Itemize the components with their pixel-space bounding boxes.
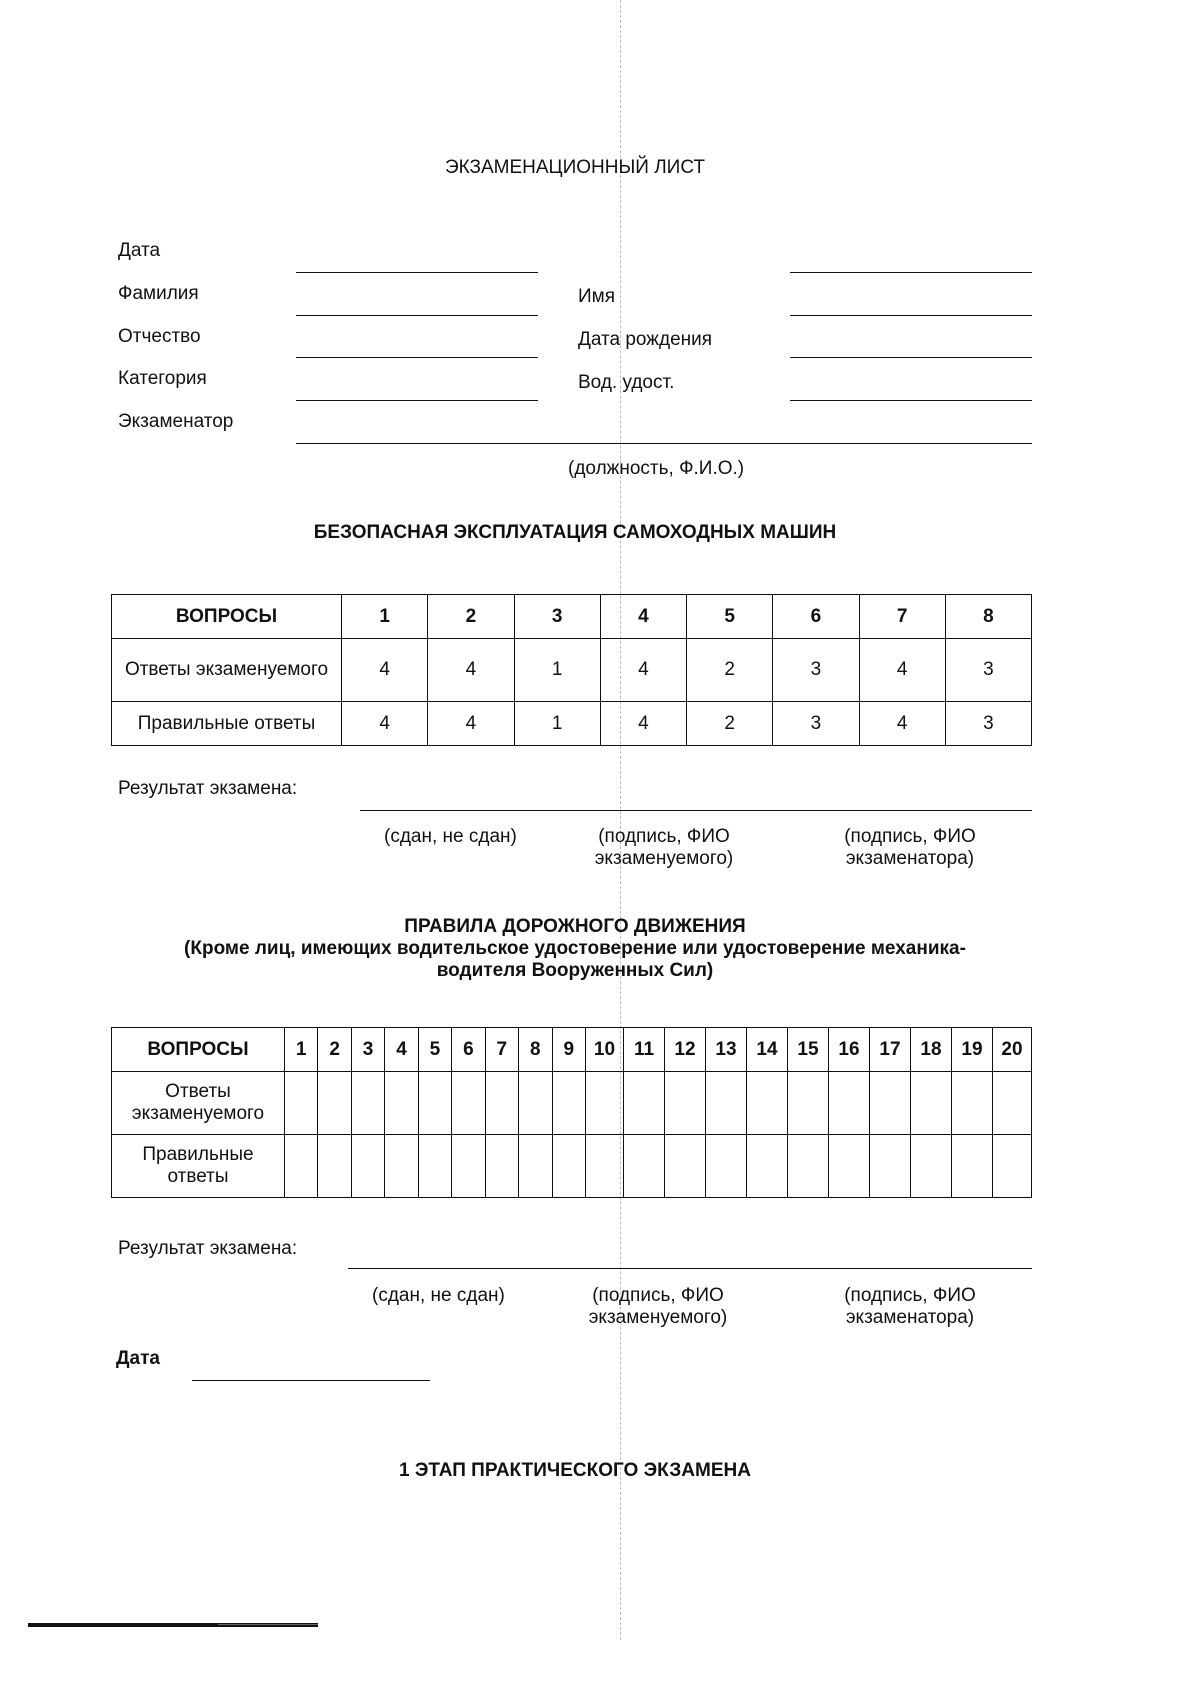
questions-header: ВОПРОСЫ [112, 1028, 285, 1072]
page-fold-line [620, 0, 621, 1640]
correct-answer-cell[interactable]: 4 [600, 702, 686, 746]
answer-cell[interactable] [385, 1072, 418, 1135]
correct-answer-cell[interactable] [952, 1135, 993, 1198]
answer-cell[interactable] [351, 1072, 384, 1135]
answer-cell[interactable] [586, 1072, 624, 1135]
examiner-input-line[interactable] [296, 443, 1032, 444]
correct-answer-cell[interactable] [351, 1135, 384, 1198]
question-number: 1 [285, 1028, 318, 1072]
examinee-answers-row [112, 639, 1032, 702]
date-input-line[interactable] [296, 272, 538, 273]
question-number: 13 [706, 1028, 747, 1072]
correct-answer-cell[interactable]: 2 [687, 702, 773, 746]
surname-label: Фамилия [118, 283, 199, 304]
question-number: 3 [514, 595, 600, 639]
section1-title: БЕЗОПАСНАЯ ЭКСПЛУАТАЦИЯ САМОХОДНЫХ МАШИН [313, 522, 837, 543]
question-number: 3 [351, 1028, 384, 1072]
correct-answers-label: Правильные ответы [112, 1135, 285, 1198]
section2-examinee-caption: (подпись, ФИО экзаменуемого) [588, 1285, 728, 1328]
question-number: 19 [952, 1028, 993, 1072]
section2-result-line[interactable] [348, 1268, 1032, 1269]
question-number: 11 [624, 1028, 665, 1072]
answer-cell[interactable]: 4 [428, 639, 514, 702]
question-number: 2 [428, 595, 514, 639]
examinee-answers-row [112, 1072, 1032, 1135]
correct-answer-cell[interactable] [552, 1135, 586, 1198]
question-number: 15 [788, 1028, 829, 1072]
correct-answers-row [112, 1135, 1032, 1198]
correct-answer-cell[interactable] [624, 1135, 665, 1198]
question-number: 14 [747, 1028, 788, 1072]
correct-answer-cell[interactable] [788, 1135, 829, 1198]
correct-answer-cell[interactable]: 3 [945, 702, 1031, 746]
answer-cell[interactable] [665, 1072, 706, 1135]
correct-answers-label: Правильные ответы [112, 702, 342, 746]
answer-cell[interactable] [993, 1072, 1032, 1135]
bottom-edge-mark [28, 1623, 318, 1627]
answer-cell[interactable]: 4 [859, 639, 945, 702]
answer-cell[interactable] [452, 1072, 485, 1135]
correct-answer-cell[interactable] [993, 1135, 1032, 1198]
answer-cell[interactable] [911, 1072, 952, 1135]
correct-answer-cell[interactable] [519, 1135, 552, 1198]
examiner-note: (должность, Ф.И.О.) [568, 458, 745, 479]
question-number: 5 [687, 595, 773, 639]
correct-answer-cell[interactable]: 1 [514, 702, 600, 746]
question-number: 7 [485, 1028, 518, 1072]
section1-answers-table [111, 594, 1032, 746]
correct-answer-cell[interactable] [385, 1135, 418, 1198]
question-number: 17 [870, 1028, 911, 1072]
correct-answer-cell[interactable] [665, 1135, 706, 1198]
question-number: 6 [773, 595, 859, 639]
question-number: 6 [452, 1028, 485, 1072]
question-number: 8 [519, 1028, 552, 1072]
answer-cell[interactable] [829, 1072, 870, 1135]
section2-date-label: Дата [116, 1348, 160, 1369]
correct-answers-row [112, 702, 1032, 746]
answer-cell[interactable] [285, 1072, 318, 1135]
section2-answers-table [111, 1027, 1032, 1198]
answer-cell[interactable] [552, 1072, 586, 1135]
correct-answer-cell[interactable] [911, 1135, 952, 1198]
page-title: ЭКЗАМЕНАЦИОННЫЙ ЛИСТ [444, 157, 706, 178]
question-number: 7 [859, 595, 945, 639]
answer-cell[interactable] [747, 1072, 788, 1135]
birth-date-input-line[interactable] [790, 357, 1032, 358]
answer-cell[interactable]: 4 [342, 639, 428, 702]
section2-status-caption: (сдан, не сдан) [372, 1285, 505, 1306]
correct-answer-cell[interactable]: 4 [342, 702, 428, 746]
answer-cell[interactable] [485, 1072, 518, 1135]
question-number: 18 [911, 1028, 952, 1072]
answer-cell[interactable] [952, 1072, 993, 1135]
correct-answer-cell[interactable] [285, 1135, 318, 1198]
category-label: Категория [118, 368, 207, 389]
question-number: 4 [600, 595, 686, 639]
correct-answer-cell[interactable] [318, 1135, 351, 1198]
license-label: Вод. удост. [578, 372, 675, 393]
category-input-line[interactable] [296, 400, 538, 401]
question-number: 9 [552, 1028, 586, 1072]
answer-cell[interactable]: 3 [945, 639, 1031, 702]
name-label: Имя [578, 286, 616, 307]
birth-date-label: Дата рождения [578, 329, 713, 350]
correct-answer-cell[interactable] [747, 1135, 788, 1198]
question-number: 20 [993, 1028, 1032, 1072]
section1-result-line[interactable] [360, 810, 1032, 811]
answer-cell[interactable] [519, 1072, 552, 1135]
license-input-line[interactable] [790, 400, 1032, 401]
date-label: Дата [118, 240, 161, 261]
examiner-label: Экзаменатор [118, 411, 234, 432]
section2-date-line[interactable] [192, 1380, 430, 1381]
patronymic-input-line[interactable] [296, 357, 538, 358]
correct-answer-cell[interactable] [870, 1135, 911, 1198]
section1-result-label: Результат экзамена: [118, 778, 298, 799]
section1-examiner-caption: (подпись, ФИО экзаменатора) [844, 826, 976, 869]
question-number: 12 [665, 1028, 706, 1072]
answer-cell[interactable] [706, 1072, 747, 1135]
question-number: 1 [342, 595, 428, 639]
question-number: 16 [829, 1028, 870, 1072]
correct-answer-cell[interactable] [829, 1135, 870, 1198]
answer-cell[interactable] [624, 1072, 665, 1135]
answer-cell[interactable]: 4 [600, 639, 686, 702]
answer-cell[interactable] [318, 1072, 351, 1135]
top-right-input-line[interactable] [790, 272, 1032, 273]
answer-cell[interactable] [870, 1072, 911, 1135]
surname-input-line[interactable] [296, 315, 538, 316]
answer-cell[interactable]: 2 [687, 639, 773, 702]
correct-answer-cell[interactable] [485, 1135, 518, 1198]
correct-answer-cell[interactable] [706, 1135, 747, 1198]
answer-cell[interactable] [418, 1072, 451, 1135]
table-header-row [112, 595, 1032, 639]
question-number: 8 [945, 595, 1031, 639]
question-number: 10 [586, 1028, 624, 1072]
patronymic-label: Отчество [118, 326, 201, 347]
correct-answer-cell[interactable] [418, 1135, 451, 1198]
correct-answer-cell[interactable] [452, 1135, 485, 1198]
answer-cell[interactable]: 3 [773, 639, 859, 702]
table-header-row [112, 1028, 1032, 1072]
section2-result-label: Результат экзамена: [118, 1238, 298, 1259]
questions-header: ВОПРОСЫ [112, 595, 342, 639]
question-number: 2 [318, 1028, 351, 1072]
correct-answer-cell[interactable]: 3 [773, 702, 859, 746]
question-number: 5 [418, 1028, 451, 1072]
section2-subtitle: (Кроме лиц, имеющих водительское удостоверение или удостоверение механика-водителя Вооруженных Сил) [184, 938, 966, 981]
section1-examinee-caption: (подпись, ФИО экзаменуемого) [594, 826, 734, 869]
examinee-answers-label: Ответы экзаменуемого [112, 639, 342, 702]
answer-cell[interactable]: 1 [514, 639, 600, 702]
section1-status-caption: (сдан, не сдан) [384, 826, 517, 847]
correct-answer-cell[interactable]: 4 [859, 702, 945, 746]
correct-answer-cell[interactable]: 4 [428, 702, 514, 746]
question-number: 4 [385, 1028, 418, 1072]
answer-cell[interactable] [788, 1072, 829, 1135]
section2-examiner-caption: (подпись, ФИО экзаменатора) [844, 1285, 976, 1328]
examinee-answers-label: Ответы экзаменуемого [112, 1072, 285, 1135]
section2-title: ПРАВИЛА ДОРОЖНОГО ДВИЖЕНИЯ [404, 916, 746, 937]
correct-answer-cell[interactable] [586, 1135, 624, 1198]
section3-title: 1 ЭТАП ПРАКТИЧЕСКОГО ЭКЗАМЕНА [399, 1460, 751, 1481]
name-input-line[interactable] [790, 315, 1032, 316]
